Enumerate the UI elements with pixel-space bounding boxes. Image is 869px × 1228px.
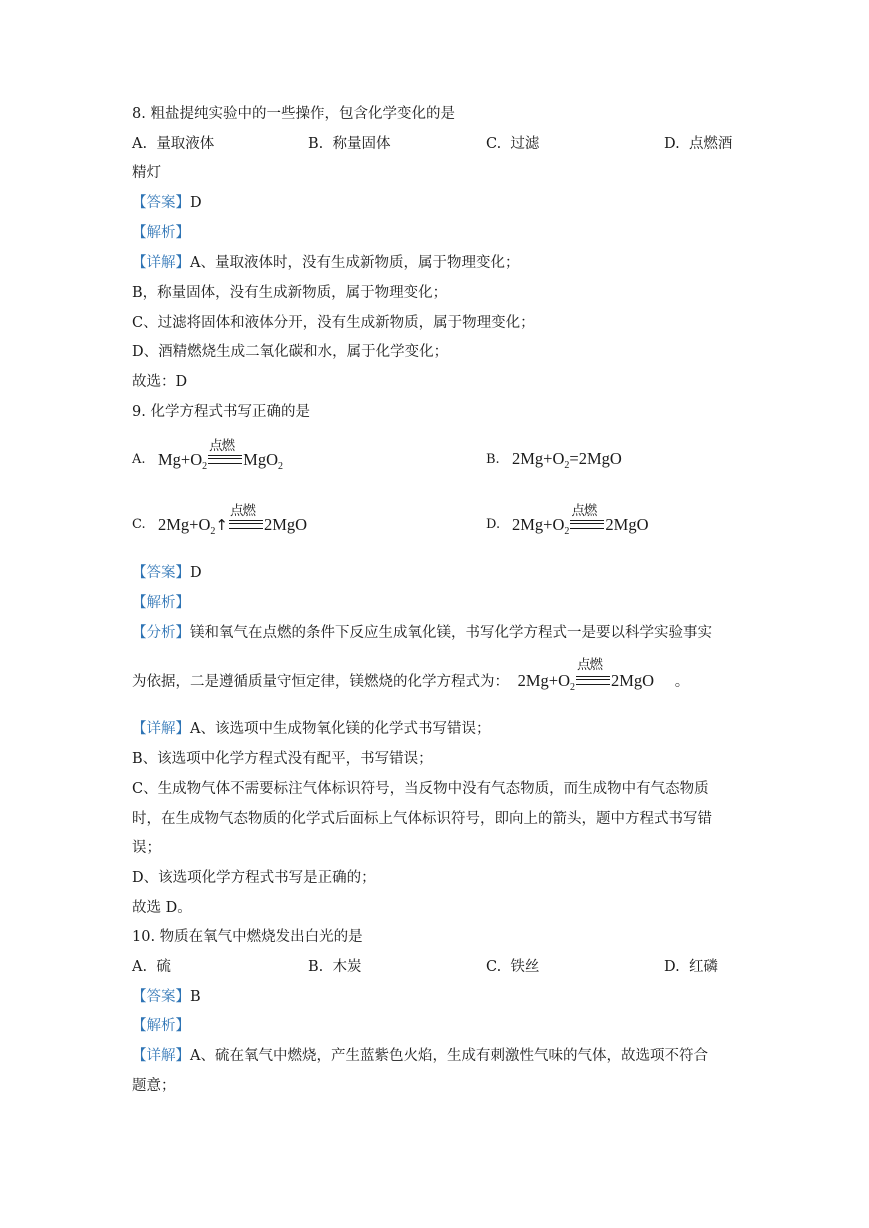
condition-text: 点燃 (577, 657, 603, 673)
q8-detail-b: B，称量固体，没有生成新物质，属于物理变化； (132, 285, 448, 301)
q9-detail-c3: 误； (132, 840, 161, 856)
subscript: 2 (202, 461, 208, 472)
subscript: 2 (564, 460, 570, 471)
answer-value: D (190, 565, 202, 581)
reactant: 2Mg+O (512, 449, 565, 468)
option-label: A. (132, 959, 148, 975)
option-label: D. (664, 959, 680, 975)
q10-option-d[interactable] (664, 957, 718, 977)
option-label: B. (308, 136, 324, 152)
condition-text: 点燃 (209, 438, 235, 454)
q8-option-c[interactable] (486, 134, 539, 154)
option-text: 点燃酒 (688, 136, 733, 152)
q10-option-b[interactable] (308, 957, 361, 977)
q10-option-c[interactable] (486, 957, 539, 977)
fenxi-text: 镁和氧气在点燃的条件下反应生成氧化镁，书写化学方程式一是要以科学实验事实 (190, 625, 712, 641)
up-arrow-icon: ↑ (215, 516, 228, 534)
option-label: A. (132, 136, 148, 152)
q9-analysis-tag: 【解析】 (132, 595, 190, 611)
q9-fenxi-line1 (132, 623, 712, 643)
product: 2MgO (611, 671, 655, 690)
condition-text: 点燃 (229, 503, 255, 519)
option-text: 过滤 (510, 136, 540, 152)
detail-text: A、硫在氧气中燃烧，产生蓝紫色火焰，生成有刺激性气味的气体，故选项不符合 (190, 1048, 708, 1064)
q8-option-a[interactable] (132, 134, 214, 154)
detail-tag: 【详解】 (132, 255, 190, 271)
option-label: D. (664, 136, 680, 152)
reactant: 2Mg+O (512, 515, 565, 534)
product: MgO (243, 450, 278, 469)
option-label: C. (486, 959, 502, 975)
q8-conclusion: 故选：D (132, 374, 188, 390)
q9-option-c-label[interactable]: C. (132, 517, 146, 532)
q8-answer (132, 193, 202, 213)
detail-tag: 【详解】 (132, 721, 190, 737)
product: 2MgO (605, 515, 649, 534)
q9-detail-c1: C、生成物气体不需要标注气体标识符号，当反物中没有气态物质，而生成物中有气态物质 (132, 781, 709, 797)
q9-detail-a (132, 719, 490, 739)
condition-text: 点燃 (571, 503, 597, 519)
q9-answer (132, 563, 202, 583)
q10-answer (132, 987, 201, 1007)
q8-stem: 8. 粗盐提纯实验中的一些操作，包含化学变化的是 (132, 106, 455, 122)
q8-detail-c: C、过滤将固体和液体分开，没有生成新物质，属于物理变化； (132, 315, 535, 331)
q9-stem: 9. 化学方程式书写正确的是 (132, 404, 310, 420)
subscript: 2 (564, 526, 570, 537)
detail-text: A、量取液体时，没有生成新物质，属于物理变化； (190, 255, 520, 271)
product: =2MgO (569, 449, 622, 468)
option-label: C. (486, 136, 502, 152)
condition-equals (229, 503, 263, 532)
detail-tag: 【详解】 (132, 1048, 190, 1064)
q8-option-b[interactable] (308, 134, 390, 154)
fenxi-text: 为依据，二是遵循质量守恒定律，镁燃烧的化学方程式为： (132, 674, 509, 690)
fenxi-end: 。 (674, 674, 690, 690)
subscript: 2 (278, 461, 283, 472)
q8-option-d[interactable] (664, 134, 732, 154)
q9-option-a-equation[interactable] (158, 438, 283, 472)
q8-analysis-tag: 【解析】 (132, 225, 190, 241)
q8-option-d-wrap: 精灯 (132, 165, 161, 181)
q8-detail-a (132, 253, 519, 273)
fenxi-tag: 【分析】 (132, 625, 190, 641)
q10-detail-a (132, 1046, 708, 1066)
option-text: 称量固体 (332, 136, 391, 152)
answer-tag: 【答案】 (132, 565, 190, 581)
q10-analysis-tag: 【解析】 (132, 1018, 190, 1034)
q9-option-c-equation[interactable] (158, 503, 308, 537)
fenxi-equation (517, 657, 655, 693)
q10-option-a[interactable] (132, 957, 171, 977)
condition-equals (570, 503, 604, 532)
q9-option-d-equation[interactable] (512, 503, 649, 537)
reactant: 2Mg+O (158, 515, 211, 534)
detail-text: A、该选项中生成物氧化镁的化学式书写错误； (190, 721, 491, 737)
answer-value: B (190, 989, 201, 1005)
answer-tag: 【答案】 (132, 195, 190, 211)
subscript: 2 (570, 682, 576, 693)
q10-detail-a-wrap: 题意； (132, 1078, 176, 1094)
q9-option-b-label[interactable]: B. (486, 452, 500, 467)
q9-fenxi-line2 (132, 657, 690, 693)
reactant: 2Mg+O (517, 671, 571, 690)
option-text: 红磷 (688, 959, 718, 975)
q9-detail-b: B、该选项中化学方程式没有配平，书写错误； (132, 751, 433, 767)
q10-stem: 10. 物质在氧气中燃烧发出白光的是 (132, 929, 363, 945)
q9-option-b-equation[interactable] (512, 449, 622, 469)
q9-option-a-label[interactable]: A. (132, 452, 146, 467)
q9-option-d-label[interactable]: D. (486, 517, 501, 532)
subscript: 2 (210, 526, 216, 537)
reactant: Mg+O (158, 450, 203, 469)
condition-equals (576, 657, 610, 688)
q9-conclusion: 故选 D。 (132, 900, 192, 916)
condition-equals (208, 438, 242, 467)
option-label: B. (308, 959, 324, 975)
option-text: 量取液体 (156, 136, 215, 152)
q9-detail-c2: 时，在生成物气态物质的化学式后面标上气体标识符号，即向上的箭头，题中方程式书写错 (132, 811, 712, 827)
answer-tag: 【答案】 (132, 989, 190, 1005)
answer-value: D (190, 195, 202, 211)
option-text: 硫 (156, 959, 171, 975)
option-text: 木炭 (332, 959, 362, 975)
product: 2MgO (263, 515, 308, 534)
q9-detail-d: D、该选项化学方程式书写是正确的； (132, 870, 376, 886)
q8-detail-d: D、酒精燃烧生成二氧化碳和水，属于化学变化； (132, 344, 449, 360)
option-text: 铁丝 (510, 959, 540, 975)
